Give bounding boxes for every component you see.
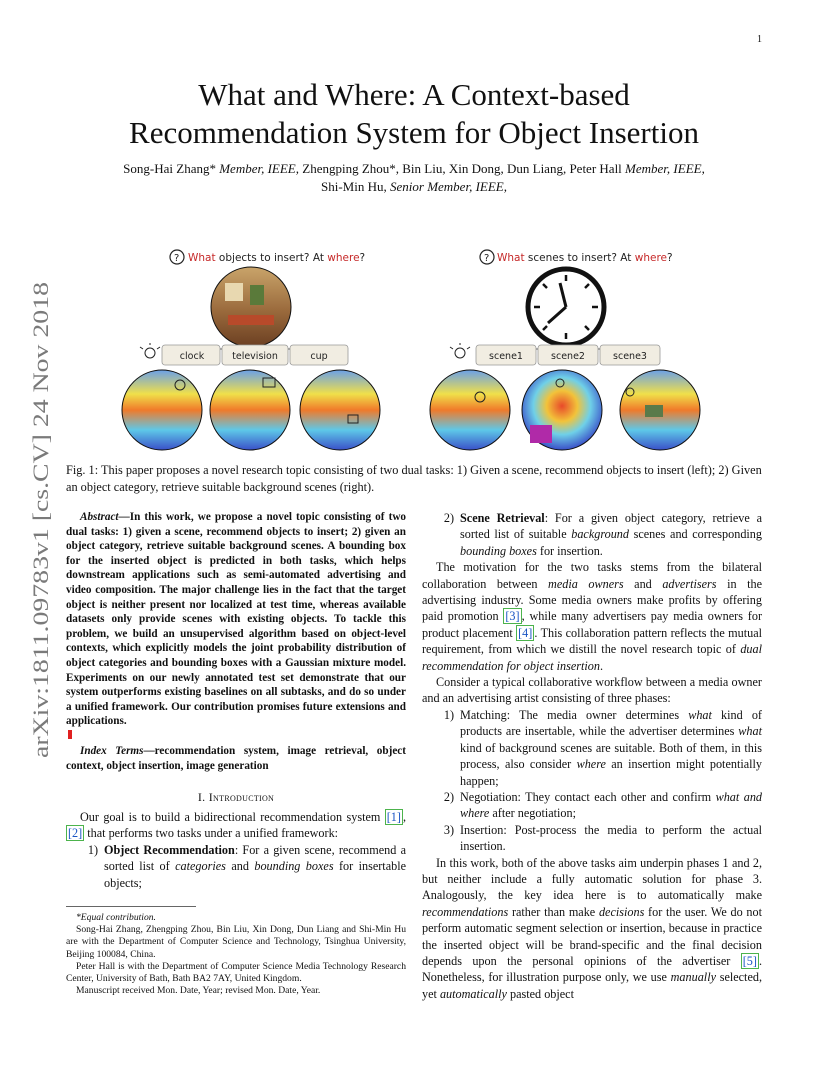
text: The motivation for the two tasks stems from the bilateral collaboration between — [422, 560, 762, 591]
em: dual recommendation for object insertion — [422, 642, 762, 673]
left-result-images — [122, 370, 380, 450]
paragraph-workflow: Consider a typical collaborative workflow between a media owner and an advertising artist consisting of three phases: — [422, 675, 762, 706]
svg-text:?: ? — [174, 253, 180, 264]
figure-1 — [100, 245, 730, 455]
abstract-label: Abstract — [80, 511, 119, 523]
lightbulb-question-icon — [170, 250, 184, 264]
label-scene2: scene2 — [551, 351, 585, 362]
index-terms — [66, 744, 406, 773]
author-affil-1: Member, IEEE, — [219, 161, 299, 176]
section-title: Introduction — [208, 790, 275, 804]
label-clock: clock — [179, 351, 205, 362]
text: . This collaboration pattern reflects the mutual requirement, from which we distill the novel research topic of — [422, 625, 762, 657]
right-column — [422, 510, 762, 1002]
paragraph-motivation — [422, 559, 762, 674]
lightbulb-question-icon-right — [480, 250, 494, 264]
intro-text-2: that performs two tasks under a unified framework: — [84, 826, 339, 841]
item-text: and — [225, 859, 255, 874]
figure-1-graphic — [100, 245, 730, 455]
em: manually — [670, 970, 716, 985]
author-list: Zhengping Zhou*, Bin Liu, Xin Dong, Dun Liang, Peter Hall — [302, 161, 622, 176]
text: an insertion might potentially happen; — [460, 757, 762, 788]
citation-2[interactable]: [2] — [68, 826, 83, 841]
em: what — [688, 707, 712, 722]
author-zhang: Song-Hai Zhang* — [123, 161, 216, 176]
right-question: What scenes to insert? At where? — [497, 252, 673, 264]
footnote-affil-1: Song-Hai Zhang, Zhengping Zhou, Bin Liu, Xin Dong, Dun Liang and Shi-Min Hu are with the Department of Computer Science and Technology, Tsinghua University, Beijing 100084, China. — [66, 924, 406, 960]
em: where — [576, 757, 606, 772]
label-scene1: scene1 — [489, 351, 523, 362]
item-em: bounding boxes — [254, 859, 334, 874]
paper-title — [60, 76, 768, 152]
title-line-2: Recommendation System for Object Insertion — [129, 115, 699, 150]
text: selected, yet — [422, 970, 762, 1001]
section-number: I. — [197, 790, 206, 804]
text: kind of products are insertable, while the advertiser determines — [460, 707, 762, 739]
text: and — [623, 576, 663, 591]
item-em: bounding boxes — [460, 543, 537, 558]
list-number: 1) — [87, 842, 98, 857]
sep: , — [402, 810, 406, 824]
footnotes — [66, 912, 406, 997]
intro-text: Our goal is to build a bidirectional recommendation system — [80, 810, 385, 824]
em: decisions — [598, 904, 645, 919]
left-question: What objects to insert? At where? — [188, 252, 366, 264]
label-television: television — [232, 351, 278, 362]
em: what and where — [460, 789, 763, 821]
text: . Nonetheless, for illustration purpose only, we use — [422, 953, 762, 985]
text: Insertion: Post-process the media to perform the actual insertion. — [460, 822, 762, 854]
phase-3 — [422, 822, 762, 855]
item-text: for insertable objects; — [104, 859, 406, 890]
list-number: 3) — [443, 822, 454, 837]
text: for the user. We do not perform automatic segment selection or insertion, because in practice the inserted object will be brand-specific and the final decision depends upon the personal opinions of the advertiser — [422, 904, 762, 968]
em: automatically — [439, 986, 507, 1001]
item-text: for insertion. — [536, 543, 603, 558]
item-heading: Scene Retrieval — [460, 511, 545, 525]
text: in the advertising industry. Some media owners make profits by offering paid promotion — [422, 576, 762, 624]
citation-3[interactable]: [3] — [505, 609, 520, 624]
author-affil-3: Senior Member, IEEE, — [390, 179, 507, 194]
item-text: : For a given object category, retrieve a sorted list of suitable — [460, 511, 762, 542]
abstract-text: —In this work, we propose a novel topic consisting of two dual tasks: 1) given a scene, recommend objects to insert; 2) given an object category, retrieve suitable background scenes. A bounding box for the inserted object is predicted in both tasks, which helps downstream applications such as semi-automated advertising and video composition. The major challenge lies in the fact that the target object is neither present nor localized at test time, whereas available datasets only provide scenes with existing objects. To tackle this problem, we build an unsupervised algorithm based on object-level contexts, which explicitly models the joint probability distribution of object categories and bounding boxes with a Gaussian mixture model. Experiments on our newly annotated test set demonstrate that our system outperforms existing baselines on all subtasks, and do so under a unified framework. Our contribution promises future extensions and applications. — [66, 511, 406, 728]
phase-2 — [422, 789, 762, 822]
citation-4[interactable]: [4] — [518, 625, 533, 640]
text: rather than make — [508, 904, 599, 919]
intro-left — [66, 809, 406, 891]
author-hu: Shi-Min Hu, — [321, 179, 387, 194]
scene-source-image — [211, 267, 291, 347]
red-marker — [68, 730, 72, 739]
label-scene3: scene3 — [613, 351, 647, 362]
arxiv-stamp — [28, 280, 56, 758]
idea-icon-left — [140, 343, 160, 358]
index-label: Index Terms — [80, 745, 144, 757]
title-line-1: What and Where: A Context-based — [198, 77, 630, 112]
index-text: —recommendation system, image retrieval, object context, object insertion, image generation — [66, 745, 406, 772]
footnote-equal: *Equal contribution. — [76, 912, 156, 923]
em: media owners — [548, 576, 624, 591]
abstract — [66, 510, 406, 744]
footnote-affil-2: Peter Hall is with the Department of Computer Science Media Technology Research Center, University of Bath, Bath BA2 7AY, United Kingdom. — [66, 960, 406, 985]
em: what — [738, 724, 762, 739]
item-heading: Object Recommendation — [104, 842, 235, 857]
author-affil-2: Member, IEEE, — [625, 161, 705, 176]
list-item-2 — [422, 510, 762, 559]
text: . — [599, 658, 603, 673]
authors — [56, 160, 772, 196]
list-number: 2) — [443, 789, 454, 804]
item-text: scenes and corresponding — [629, 527, 762, 542]
section-heading — [66, 790, 406, 805]
text: after negotiation; — [489, 806, 576, 821]
list-item-1 — [66, 842, 406, 891]
citation-5[interactable]: [5] — [742, 953, 757, 968]
page-number: 1 — [757, 34, 762, 45]
paragraph-recommend — [422, 855, 762, 1003]
clock-icon — [528, 269, 604, 345]
label-cup: cup — [310, 351, 328, 362]
item-em: background — [571, 527, 629, 542]
text: Negotiation: They contact each other and confirm — [460, 789, 716, 804]
phase-1 — [422, 707, 762, 789]
item-text: : For a given scene, recommend a sorted list of — [104, 842, 406, 874]
text: kind of background scenes are suitable. Both of them, in this process, also consider — [460, 740, 762, 772]
em: recommendations — [422, 904, 509, 919]
svg-text:?: ? — [484, 253, 490, 264]
em: advertisers — [662, 576, 717, 591]
list-number: 1) — [443, 707, 454, 722]
idea-icon-right — [450, 343, 470, 358]
text: pasted object — [506, 986, 574, 1001]
text: , while many advertisers pay media owners for product placement — [422, 609, 762, 640]
citation-1[interactable]: [1] — [386, 810, 401, 824]
list-number: 2) — [443, 511, 454, 525]
right-result-images — [430, 370, 700, 450]
footnote-manuscript: Manuscript received Mon. Date, Year; revised Mon. Date, Year. — [76, 985, 321, 997]
text: In this work, both of the above tasks aim underpin phases 1 and 2, but neither include a fully automatic solution for phase 3. Analogously, the key idea here is to automatically make — [422, 855, 762, 903]
text: Matching: The media owner determines — [460, 707, 689, 722]
figure-caption: Fig. 1: This paper proposes a novel research topic consisting of two dual tasks: 1) Given a scene, recommend objects to insert (left); 2) Given an object category, retrieve suitable background scenes (right). — [66, 463, 762, 494]
footnote-rule — [66, 906, 196, 907]
item-em: categories — [175, 859, 226, 874]
arxiv-id: arXiv:1811.09783v1 [cs.CV] 24 Nov 2018 — [28, 372, 53, 758]
